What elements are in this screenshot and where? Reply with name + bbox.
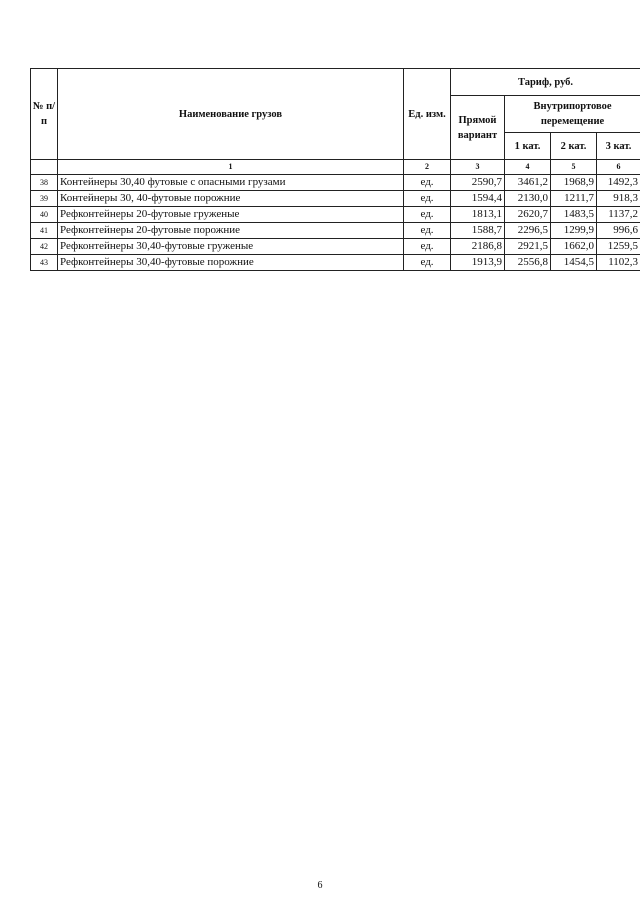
cell-name: Рефконтейнеры 20-футовые груженые (58, 207, 404, 223)
cell-name: Контейнеры 30,40 футовые с опасными грузами (58, 175, 404, 191)
table-row (31, 239, 640, 255)
header-num: № п/п (31, 69, 58, 160)
cell-num: 39 (31, 191, 58, 207)
cell-unit: ед. (404, 207, 451, 223)
cell-unit: ед. (404, 255, 451, 271)
cell-cat3: 918,3 (597, 191, 640, 207)
cell-cat1: 2296,5 (505, 223, 551, 239)
table-row (31, 223, 640, 239)
cell-cat2: 1454,5 (551, 255, 597, 271)
cell-cat3: 1137,2 (597, 207, 640, 223)
cell-unit: ед. (404, 175, 451, 191)
cell-name: Рефконтейнеры 30,40-футовые груженые (58, 239, 404, 255)
header-cat1: 1 кат. (505, 133, 551, 160)
cell-cat2: 1968,9 (551, 175, 597, 191)
header-direct: Прямой вариант (451, 96, 505, 160)
header-cat3: 3 кат. (597, 133, 640, 160)
cell-num: 42 (31, 239, 58, 255)
header-intraport: Внутрипортовое перемещение (505, 96, 640, 133)
cell-cat2: 1299,9 (551, 223, 597, 239)
cell-cat1: 2921,5 (505, 239, 551, 255)
column-number-row (31, 160, 640, 175)
cell-num: 38 (31, 175, 58, 191)
column-number: 3 (451, 160, 505, 175)
column-number: 5 (551, 160, 597, 175)
table-row (31, 175, 640, 191)
cell-cat2: 1662,0 (551, 239, 597, 255)
cell-cat1: 2556,8 (505, 255, 551, 271)
cell-unit: ед. (404, 239, 451, 255)
cell-direct: 1594,4 (451, 191, 505, 207)
cell-name: Контейнеры 30, 40-футовые порожние (58, 191, 404, 207)
cell-direct: 1588,7 (451, 223, 505, 239)
cell-direct: 1813,1 (451, 207, 505, 223)
cell-name: Рефконтейнеры 30,40-футовые порожние (58, 255, 404, 271)
cell-num: 40 (31, 207, 58, 223)
cell-cat3: 1102,3 (597, 255, 640, 271)
cell-unit: ед. (404, 191, 451, 207)
header-unit: Ед. изм. (404, 69, 451, 160)
cell-cat3: 996,6 (597, 223, 640, 239)
header-row-1 (31, 69, 640, 96)
column-number: 6 (597, 160, 640, 175)
header-name: Наименование грузов (58, 69, 404, 160)
header-cat2: 2 кат. (551, 133, 597, 160)
table-row (31, 255, 640, 271)
table-row (31, 191, 640, 207)
column-number: 1 (58, 160, 404, 175)
cell-direct: 2186,8 (451, 239, 505, 255)
cell-unit: ед. (404, 223, 451, 239)
column-number-empty (31, 160, 58, 175)
page-number: 6 (317, 880, 323, 891)
cell-cat1: 2130,0 (505, 191, 551, 207)
table-row (31, 207, 640, 223)
column-number: 2 (404, 160, 451, 175)
cell-cat1: 2620,7 (505, 207, 551, 223)
column-number: 4 (505, 160, 551, 175)
cell-direct: 1913,9 (451, 255, 505, 271)
cell-num: 43 (31, 255, 58, 271)
cell-cat2: 1483,5 (551, 207, 597, 223)
header-tariff: Тариф, руб. (451, 69, 640, 96)
tariff-table (30, 68, 640, 271)
cell-cat1: 3461,2 (505, 175, 551, 191)
cell-cat3: 1259,5 (597, 239, 640, 255)
cell-direct: 2590,7 (451, 175, 505, 191)
cell-num: 41 (31, 223, 58, 239)
cell-name: Рефконтейнеры 20-футовые порожние (58, 223, 404, 239)
cell-cat3: 1492,3 (597, 175, 640, 191)
cell-cat2: 1211,7 (551, 191, 597, 207)
